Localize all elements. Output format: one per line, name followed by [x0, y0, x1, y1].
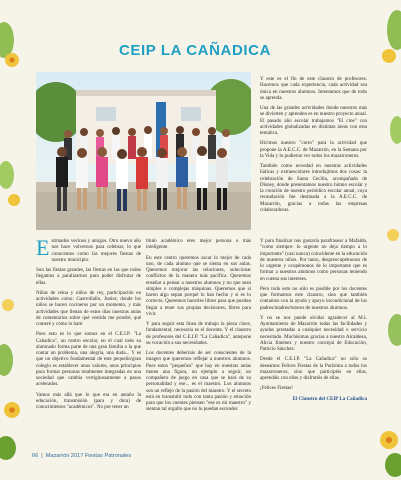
page-footer — [32, 453, 131, 459]
paragraph: título académico eres mejor persona o más inteligente. — [146, 238, 251, 251]
footer-separator: | — [41, 453, 43, 459]
paragraph: Y para finalizar nos gustaría parafrasear a Mafalda, "como siempre: lo urgente no deja tiempo a lo importante" (casi nunca) coincidente en la educación de nuestros niños. Por tanto, despreocupémonos de lo urgente y ocupémonos de lo importante que es formar a nuestros alumnos como personas teniendo en cuenta sus intereses. — [260, 238, 367, 282]
paragraph: Los docentes deberíais de ser conscientes de la imagen que queremos reflejar a nuestros alumnos. Pues estos "pequeños" que hay en nuestras aulas tienen una figura, un ejemplo a seguir, un compañero de juego en casa que se hará de su personalidad y ese... es el maestro. Los alumnos son un reflejo de la pasión del maestro. Y el secreto está en transmitir todo con tanta pasión y emoción para que los cuentes piensen "ese es mi maestro" y sientan tal orgullo que no lo puedan esconder. — [146, 350, 251, 413]
paragraph: Y este es el fin de este claustro de profesores. Hacemos que cada experiencia, cada actividad sea única en nuestros alumnos. Intentamos que de todo se aprenda. — [260, 76, 367, 101]
paragraph: Hicimos nuestro "corto" para la actividad que propone la A.E.C.C. de Mazarrón, en la Semana por la Vida y lo pudieron ver todos los mazarroneros. — [260, 140, 367, 159]
article-column-3 — [260, 238, 367, 406]
page-number: 66 — [32, 453, 39, 459]
floral-decoration-right — [375, 0, 401, 480]
article-column-1 — [36, 235, 141, 414]
article-column-2 — [146, 238, 251, 417]
article-column-right-top — [260, 76, 367, 217]
paragraph: Son las fiestas grandes, las fiestas en las que todos llegamos a paralizarnos para poder disfrutar de ellas. — [36, 267, 141, 286]
paragraph: Pero todo esto no sólo es posible por los docentes que formamos este claustro, sino que también contamos con la ayuda y apoyo incondicional de los padres/madres/tutores de nuestros alumnos. — [260, 285, 367, 311]
paragraph: Pues esto es lo que somos en el C.E.I.P. "La Cañadica", un centro escolar, en el cual todo su alumnado forma parte de una gran familia a la que contar un problema, una alegría, una duda... Y es que un objetivo fundamental de este pequeño/gran colegio es establecer unos valores, unos principios para formar personas totalmente integradas en una sociedad que cambia vertiginosamente a pasos acelerados. — [36, 331, 141, 388]
paragraph: Niñas de reina y niños de rey, participación en actividades como: Gastrollallo, Junior, donde los niños se hacen cocineros por un momento, y más actividades que llenan de estos días nuestras aulas de comentarios sobre qué vestido me pondré, qué comeré y cómo lo haré. — [36, 289, 141, 327]
page-title: CEIP LA CAÑADICA — [118, 42, 272, 59]
floral-decoration-left — [0, 0, 22, 480]
article-signature: El Claustro del CEIP La Cañadica — [292, 395, 367, 402]
paragraph: Una de las grandes actividades donde nuestros más se divierten y aprenden es en nuestro proyecto anual. El pasado año escolar trabajamos "El cine" con actividades globalizadas en distintas áreas con esta temática. — [260, 105, 367, 136]
paragraph: Vamos más allá que lo que era en antaño la educación, transmisión (para y dura) de conocimientos "académicos". No por tener un — [36, 391, 141, 410]
paragraph: En este centro queremos sacar lo mejor de cada uno, de cada alumno que se sienta en sus aulas. Queremos mejorar las relaciones, solucionar conflictos de la manera más pacífica. Queremos enseñar a pensar a nuestros alumnos y no que sean simples o complejas máquinas. Queremos que si hacen algo sepan porqué lo han hecho y si es lo correcto. Queremos hacerles libres para que puedan llegar a tener sus propias decisiones, libres para vivir. — [146, 254, 251, 317]
paragraph: Y para seguir esta línea de trabajo la pieza clave, fundamental, necesaria es el docente. Y el claustro de profesores del C.E.I.P. "La Cañadica", antepone su vocación a sus necesidades. — [146, 321, 251, 346]
paragraph: Y no se nos puede olvidar agradecer al M.I. Ayuntamiento de Mazarrón todas las facilidades y ayudas prestadas a cualquier necesidad o servicio necesitado. Muchísimas gracias a nuestra Alcaldesa, Alicia Jiménez y nuestro concejal de Educación, Patricio Sánchez. — [260, 314, 367, 352]
publication-name: Mazarrón 2017 Fiestas Patronales — [45, 453, 132, 459]
paragraph: Desde el C.E.I.P. "La Cañadica" no sólo os deseamos Felices Fiestas de la Purísima a todos los mazarroneros, sino que participéis en ellas, aprendáis con ellas y disfrutéis de ellas. — [260, 356, 367, 381]
paragraph: También como novedad en nuestras actividades lúdicas y extraescolares introdujimos dos cosas: la celebración de Santa Cecilia, acompañada de Disney, donde presentamos nuestro himno escolar y la creación de nuestro periódico escolar anual, cuya recaudación fue destinada a la A.E.C.C. de Mazarrón, gracias a todas las empresas colaboradoras. — [260, 163, 367, 213]
paragraph-lead: Estimados vecinos y amigos. Otro nuevo año nos hace volvernos para celebrar, lo que conocemos como las mejores fiestas de nuestro municipio. — [36, 235, 141, 263]
paragraph: ¡Felices Fiestas! — [260, 385, 293, 392]
staff-group-photo — [36, 72, 251, 230]
